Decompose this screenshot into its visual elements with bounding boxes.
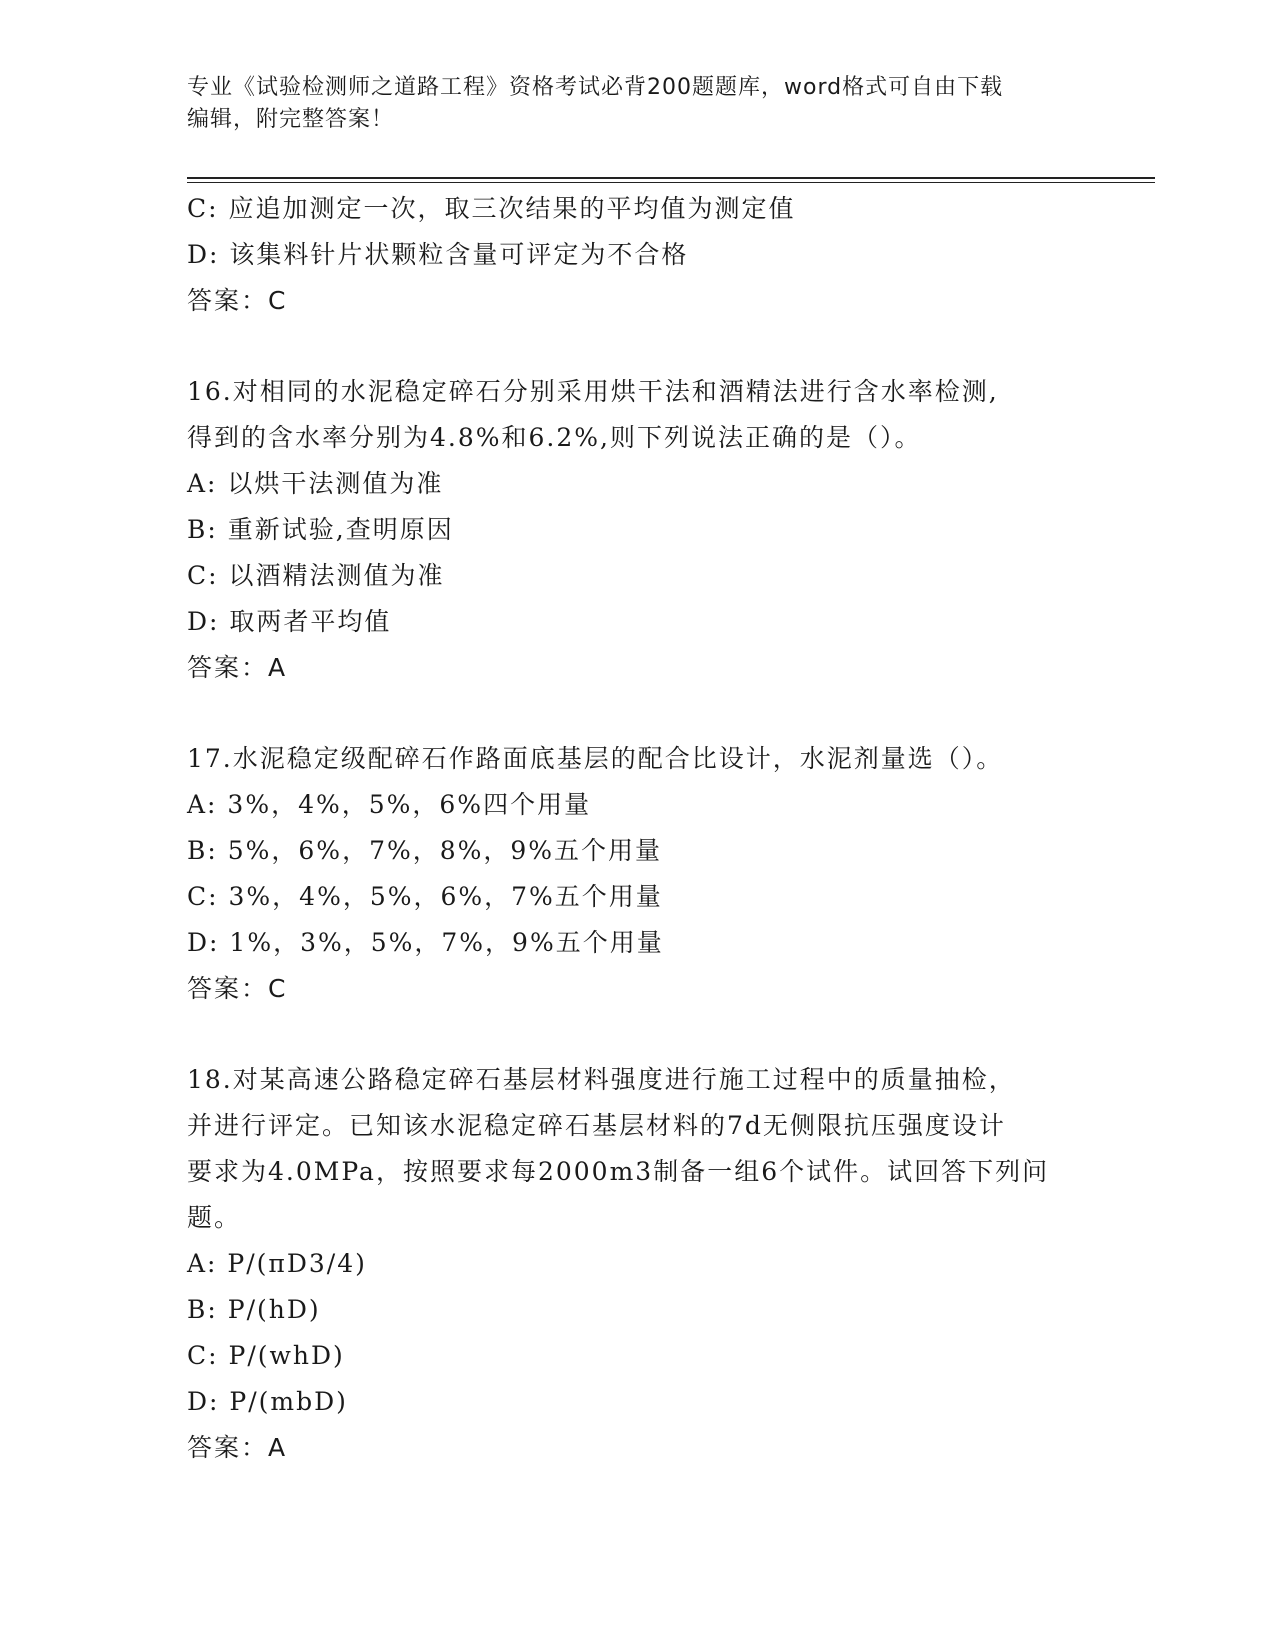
q17-option-c: C: 3%，4%，5%，6%，7%五个用量	[187, 882, 663, 911]
q18-option-b: B: P/(hD)	[187, 1295, 321, 1324]
q18-stem-line-3: 要求为4.0MPa，按照要求每2000m3制备一组6个试件。试回答下列问	[187, 1157, 1050, 1186]
q17-stem-line-1: 17.水泥稳定级配碎石作路面底基层的配合比设计，水泥剂量选（）。	[187, 744, 1004, 773]
q18-stem-line-4: 题。	[187, 1203, 242, 1232]
question-16	[187, 369, 1087, 691]
q18-option-d: D: P/(mbD)	[187, 1387, 348, 1416]
spacer	[187, 1012, 1087, 1057]
q18-answer: 答案：A	[187, 1433, 288, 1462]
header-line-2: 编辑，附完整答案！	[187, 107, 395, 132]
q16-option-b: B: 重新试验,查明原因	[187, 515, 454, 544]
q16-option-c: C: 以酒精法测值为准	[187, 561, 445, 590]
q16-option-d: D: 取两者平均值	[187, 607, 392, 636]
question-15-tail	[187, 186, 1087, 324]
question-18	[187, 1057, 1087, 1471]
question-17	[187, 736, 1087, 1012]
document-body	[187, 186, 1087, 1471]
header-divider	[187, 177, 1155, 183]
q16-stem-line-1: 16.对相同的水泥稳定碎石分别采用烘干法和酒精法进行含水率检测,	[187, 377, 999, 406]
spacer	[187, 324, 1087, 369]
q17-option-d: D: 1%，3%，5%，7%，9%五个用量	[187, 928, 664, 957]
q18-option-c: C: P/(whD)	[187, 1341, 345, 1370]
header-line-1: 专业《试验检测师之道路工程》资格考试必背200题题库，word格式可自由下载	[187, 75, 1004, 100]
q17-answer: 答案：C	[187, 974, 288, 1003]
q17-option-b: B: 5%，6%，7%，8%，9%五个用量	[187, 836, 663, 865]
q18-option-a: A: P/(πD3/4)	[187, 1249, 367, 1278]
q16-answer: 答案：A	[187, 653, 288, 682]
q16-option-a: A: 以烘干法测值为准	[187, 469, 444, 498]
document-header	[187, 72, 1087, 136]
q15-answer: 答案：C	[187, 286, 288, 315]
spacer	[187, 691, 1087, 736]
q18-stem-line-2: 并进行评定。已知该水泥稳定碎石基层材料的7d无侧限抗压强度设计	[187, 1111, 1006, 1140]
q15-option-c: C: 应追加测定一次，取三次结果的平均值为测定值	[187, 194, 796, 223]
q16-stem-line-2: 得到的含水率分别为4.8%和6.2%,则下列说法正确的是（）。	[187, 423, 922, 452]
q15-option-d: D: 该集料针片状颗粒含量可评定为不合格	[187, 240, 689, 269]
q18-stem-line-1: 18.对某高速公路稳定碎石基层材料强度进行施工过程中的质量抽检，	[187, 1065, 1016, 1094]
q17-option-a: A: 3%，4%，5%，6%四个用量	[187, 790, 592, 819]
